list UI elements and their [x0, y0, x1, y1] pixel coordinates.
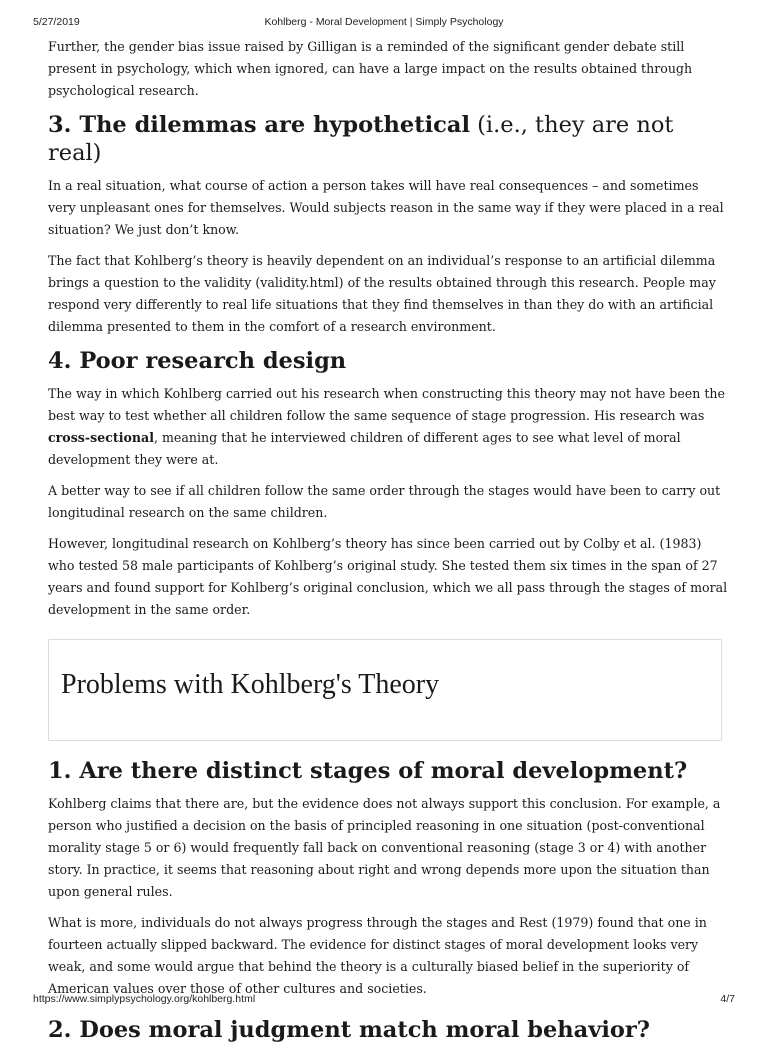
section-3-paragraph: The fact that Kohlberg’s theory is heavily dependent on an individual’s response to an artificial dilemma brings a question to the validity (validity.html) of the results obtained through this research. People may respond very differently to real life situations that they find themselves in than they do with an artificial dilemma presented to them in the comfort of a research environment. [48, 253, 716, 334]
print-date: 5/27/2019 [33, 16, 80, 28]
intro-paragraph: Further, the gender bias issue raised by Gilligan is a reminded of the significant gender debate still present in psychology, which when ignored, can have a large impact on the results obtained through psychological research. [48, 39, 693, 98]
section-3-heading-main: 3. The dilemmas are hypothetical [48, 112, 470, 138]
section-4-paragraph: However, longitudinal research on Kohlberg’s theory has since been carried out by Colby et al. (1983) who tested 58 male participants of Kohlberg’s original study. She tested them six times in the span of 27 years and found support for Kohlberg’s original conclusion, which we all pass through the stages of moral development in the same order. [48, 536, 728, 617]
print-page-title: Kohlberg - Moral Development | Simply Psychology [264, 16, 504, 28]
section-3-heading [48, 111, 728, 167]
print-url: https://www.simplypsychology.org/kohlberg.html [33, 993, 256, 1005]
problem-1-heading: 1. Are there distinct stages of moral development? [48, 758, 688, 784]
problem-1-paragraph: What is more, individuals do not always progress through the stages and Rest (1979) found that one in fourteen actually slipped backward. The evidence for distinct stages of moral development looks very weak, and some would argue that behind the theory is a culturally biased belief in the superiority of American values over those of other cultures and societies. [48, 915, 707, 996]
print-page-number: 4/7 [720, 993, 735, 1005]
section-3-heading-note: (i.e., they are not real) [48, 112, 674, 166]
problem-2-heading: 2. Does moral judgment match moral behavior? [48, 1017, 650, 1043]
cross-sectional-term: cross-sectional [48, 430, 154, 445]
problems-box [48, 639, 722, 741]
section-4-p1-text-end: , meaning that he interviewed children of different ages to see what level of moral development they were at. [48, 430, 681, 467]
section-4-p1-text: The way in which Kohlberg carried out his research when constructing this theory may not have been the best way to test whether all children follow the same sequence of stage progression. His research was [48, 386, 725, 423]
section-4-heading: 4. Poor research design [48, 348, 347, 374]
section-3-paragraph: In a real situation, what course of action a person takes will have real consequences – and sometimes very unpleasant ones for themselves. Would subjects reason in the same way if they were placed in a real situation? We just don’t know. [48, 178, 724, 237]
article-content [48, 36, 728, 1052]
section-4-paragraph [48, 383, 728, 471]
problems-box-title: Problems with Kohlberg's Theory [61, 669, 440, 700]
problem-1-paragraph: Kohlberg claims that there are, but the evidence does not always support this conclusion. For example, a person who justified a decision on the basis of principled reasoning in one situation (post-conventional morality stage 5 or 6) would frequently fall back on conventional reasoning (stage 3 or 4) with another story. In practice, it seems that reasoning about right and wrong depends more upon the situation than upon general rules. [48, 796, 721, 899]
section-4-paragraph: A better way to see if all children follow the same order through the stages would have been to carry out longitudinal research on the same children. [48, 483, 721, 520]
